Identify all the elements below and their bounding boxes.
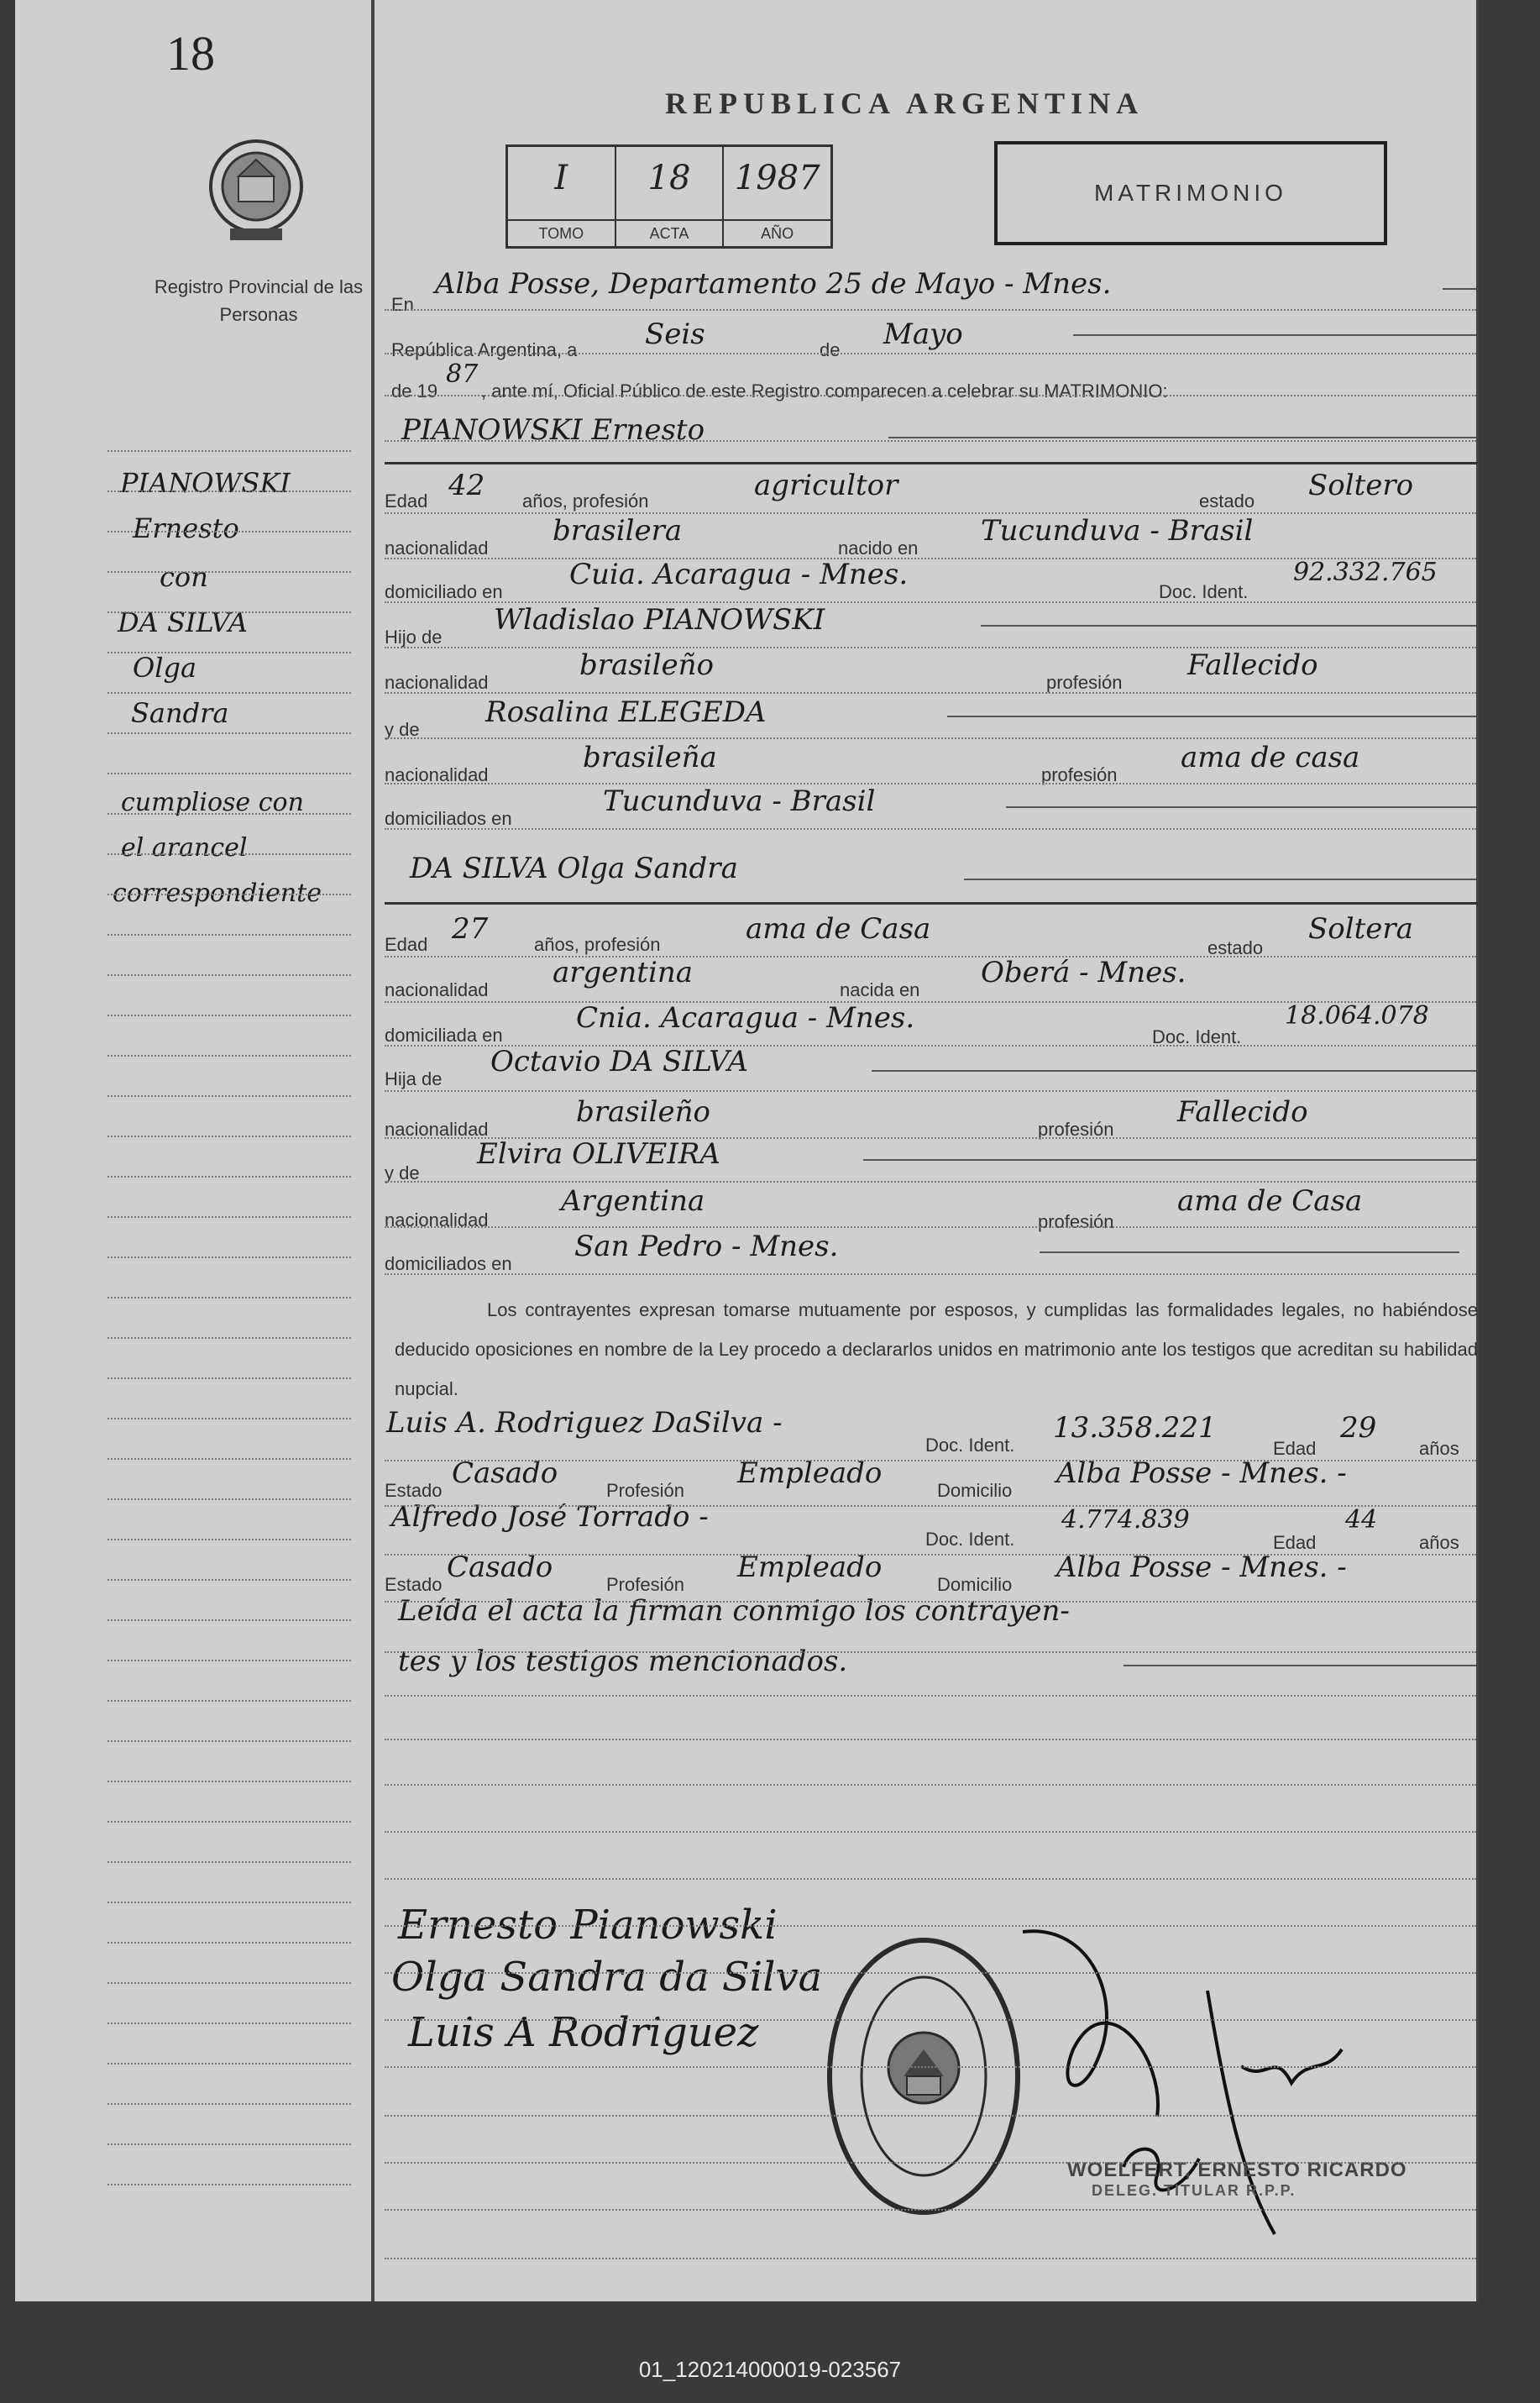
- margin-ruled-line: [107, 1498, 351, 1501]
- witness1-status: Casado: [452, 1456, 558, 1490]
- margin-ruled-line: [107, 1902, 351, 1904]
- groom-profesion-label: años, profesión: [522, 491, 649, 512]
- margin-fee-note-2: el arancel: [121, 833, 248, 863]
- body-ruled-line: [385, 783, 1476, 785]
- witness1-domicile: Alba Posse - Mnes. -: [1056, 1456, 1347, 1490]
- groom-domicile: Cuia. Acaragua - Mnes.: [569, 558, 909, 591]
- groom-father-dash: [981, 625, 1476, 627]
- margin-ruled-line: [107, 531, 351, 533]
- groom-yde-label: y de: [385, 719, 420, 740]
- witness1-doc: 13.358.221: [1053, 1411, 1217, 1445]
- groom-father-nat: brasileño: [579, 648, 714, 682]
- groom-estado-label: estado: [1199, 491, 1255, 512]
- margin-ruled-line: [107, 692, 351, 695]
- intro-statement: , ante mí, Oficial Público de este Registro comparecen a celebrar su MATRIMONIO:: [481, 380, 1168, 401]
- bride-estado-label: estado: [1207, 937, 1264, 958]
- margin-ruled-line: [107, 1015, 351, 1017]
- groom-profession: agricultor: [754, 469, 898, 502]
- officer-name: WOELFERT, ERNESTO RICARDO: [1067, 2159, 1407, 2181]
- groom-father-prof: Fallecido: [1187, 648, 1318, 682]
- tomo-cell: [508, 147, 616, 246]
- bride-status: Soltera: [1308, 912, 1413, 946]
- witness1-age: 29: [1340, 1411, 1377, 1445]
- body-ruled-line: [385, 2258, 1476, 2260]
- body-ruled-line: [385, 828, 1476, 831]
- act-type-box: MATRIMONIO: [994, 141, 1387, 245]
- bride-age: 27: [452, 912, 489, 946]
- body-ruled-line: [385, 1181, 1476, 1183]
- tomo-value: I: [554, 159, 568, 197]
- margin-ruled-line: [107, 934, 351, 937]
- en-label: En: [391, 294, 414, 315]
- groom-birthplace: Tucunduva - Brasil: [981, 514, 1254, 548]
- groom-parents-dom: Tucunduva - Brasil: [603, 784, 876, 818]
- body-ruled-line: [385, 1972, 1476, 1975]
- body-ruled-line: [385, 1878, 1476, 1881]
- body-ruled-line: [385, 1001, 1476, 1004]
- margin-ruled-line: [107, 2143, 351, 2146]
- margin-ruled-line: [107, 450, 351, 453]
- closing-line-1: Leída el acta la firman conmigo los contrayen-: [398, 1594, 1070, 1628]
- groom-father: Wladislao PIANOWSKI: [494, 603, 825, 637]
- margin-name-1: Ernesto: [133, 512, 239, 544]
- bride-domicile: Cnia. Acaragua - Mnes.: [576, 1001, 915, 1035]
- bride-pdom-dash: [1040, 1251, 1459, 1253]
- bride-edad-label: Edad: [385, 934, 428, 955]
- body-ruled-line: [385, 1090, 1476, 1093]
- witness2-anos-label: años: [1419, 1532, 1459, 1553]
- witness2-age: 44: [1345, 1505, 1378, 1535]
- witness2-estado-label: Estado: [385, 1574, 443, 1595]
- bride-nationality: argentina: [553, 956, 694, 989]
- closing-line-2: tes y los testigos mencionados.: [398, 1645, 848, 1678]
- body-ruled-line: [385, 2162, 1476, 2164]
- groom-pdom-dash: [1006, 806, 1476, 808]
- body-ruled-line: [385, 1045, 1476, 1047]
- month-value: Mayo: [883, 317, 963, 351]
- margin-ruled-line: [107, 1095, 351, 1098]
- body-ruled-line: [385, 1273, 1476, 1276]
- witness2-status: Casado: [447, 1550, 553, 1584]
- bride-nacida-label: nacida en: [840, 979, 920, 1000]
- tomo-label: TOMO: [508, 219, 615, 246]
- body-ruled-line: [385, 512, 1476, 515]
- witness1-prof-label: Profesión: [606, 1480, 684, 1501]
- body-ruled-line: [385, 1137, 1476, 1140]
- margin-ruled-line: [107, 2103, 351, 2106]
- groom-fnac-label: nacionalidad: [385, 672, 489, 693]
- bride-father-prof: Fallecido: [1177, 1095, 1308, 1129]
- ano-value: 1987: [734, 159, 820, 197]
- margin-ruled-line: [107, 813, 351, 816]
- bride-name: DA SILVA Olga Sandra: [410, 852, 738, 885]
- groom-edad-label: Edad: [385, 491, 428, 512]
- witness1-profession: Empleado: [737, 1456, 883, 1490]
- margin-ruled-line: [107, 732, 351, 735]
- bride-mother: Elvira OLIVEIRA: [477, 1137, 720, 1171]
- body-ruled-line: [385, 1695, 1476, 1697]
- bride-fprof-label: profesión: [1038, 1119, 1114, 1140]
- body-ruled-line: [385, 1554, 1476, 1556]
- margin-surname-1: PIANOWSKI: [120, 467, 291, 499]
- margin-divider: [371, 0, 375, 2301]
- bride-dom-label: domiciliada en: [385, 1025, 503, 1046]
- groom-doc: 92.332.765: [1293, 558, 1438, 587]
- groom-nac-label: nacionalidad: [385, 538, 489, 559]
- bride-doc: 18.064.078: [1285, 1001, 1429, 1031]
- margin-ruled-line: [107, 652, 351, 654]
- margin-ruled-line: [107, 1740, 351, 1743]
- bride-fnac-label: nacionalidad: [385, 1119, 489, 1140]
- bride-mprof-label: profesión: [1038, 1211, 1114, 1232]
- witness1-anos-label: años: [1419, 1438, 1459, 1459]
- ano-label: AÑO: [724, 219, 830, 246]
- body-ruled-line: [385, 395, 1476, 397]
- folio-number: 18: [166, 26, 215, 81]
- margin-ruled-line: [107, 1055, 351, 1057]
- body-ruled-line: [385, 692, 1476, 695]
- bride-mother-nat: Argentina: [561, 1184, 705, 1218]
- groom-hijo-label: Hijo de: [385, 627, 443, 648]
- margin-ruled-line: [107, 1337, 351, 1340]
- body-ruled-line: [385, 1831, 1476, 1834]
- margin-name-2a: Olga: [133, 652, 197, 684]
- body-ruled-line: [385, 2115, 1476, 2117]
- witness2-doc-label: Doc. Ident.: [925, 1529, 1015, 1550]
- body-ruled-line: [385, 647, 1476, 649]
- margin-fee-note-1: cumpliose con: [121, 788, 304, 817]
- groom-name-dash: [888, 437, 1476, 438]
- officer-title: DELEG. TITULAR R.P.P.: [1092, 2182, 1296, 2199]
- margin-ruled-line: [107, 2023, 351, 2025]
- body-ruled-line: [385, 558, 1476, 560]
- bride-profesion-label: años, profesión: [534, 934, 661, 955]
- bride-birthplace: Oberá - Mnes.: [981, 956, 1186, 989]
- bride-father: Octavio DA SILVA: [490, 1045, 748, 1078]
- margin-ruled-line: [107, 1861, 351, 1864]
- groom-age: 42: [448, 469, 485, 502]
- groom-top-rule: [385, 462, 1478, 464]
- bride-father-dash: [872, 1070, 1476, 1072]
- margin-ruled-line: [107, 1297, 351, 1299]
- witness2-doc: 4.774.839: [1061, 1505, 1190, 1535]
- acta-value: 18: [647, 159, 691, 197]
- groom-dom-label: domiciliado en: [385, 581, 503, 602]
- margin-ruled-line: [107, 571, 351, 574]
- closing-dash: [1124, 1665, 1476, 1666]
- margin-ruled-line: [107, 1982, 351, 1985]
- groom-mother-dash: [947, 716, 1476, 717]
- groom-fprof-label: profesión: [1046, 672, 1123, 693]
- margin-ruled-line: [107, 1377, 351, 1380]
- groom-mnac-label: nacionalidad: [385, 764, 489, 785]
- bride-hija-label: Hija de: [385, 1068, 443, 1089]
- body-ruled-line: [385, 440, 1476, 443]
- year-suffix: 87: [446, 359, 479, 389]
- signature-witness: Luis A Rodriguez: [408, 2009, 759, 2056]
- witness1-estado-label: Estado: [385, 1480, 443, 1501]
- witness1-edad-label: Edad: [1273, 1438, 1317, 1459]
- registry-label: Registro Provincial de las Personas: [154, 276, 364, 325]
- groom-nationality: brasilera: [553, 514, 683, 548]
- margin-ruled-line: [107, 1136, 351, 1138]
- image-id-footer: 01_120214000019-023567: [638, 2357, 902, 2382]
- body-ruled-line: [385, 737, 1476, 740]
- groom-mother-nat: brasileña: [583, 741, 717, 774]
- groom-mother: Rosalina ELEGEDA: [485, 695, 767, 729]
- ano-cell: [724, 147, 830, 246]
- signature-groom: Ernesto Pianowski: [398, 1902, 778, 1949]
- body-ruled-line: [385, 353, 1476, 355]
- bride-yde-label: y de: [385, 1162, 420, 1183]
- margin-con: con: [160, 561, 208, 593]
- margin-ruled-line: [107, 1418, 351, 1420]
- bride-profession: ama de Casa: [746, 912, 931, 946]
- margin-ruled-line: [107, 853, 351, 856]
- body-ruled-line: [385, 1784, 1476, 1787]
- right-edge-line: [1476, 0, 1479, 2301]
- margin-ruled-line: [107, 1579, 351, 1582]
- body-ruled-line: [385, 1460, 1476, 1462]
- body-ruled-line: [385, 1739, 1476, 1741]
- margin-ruled-line: [107, 1216, 351, 1219]
- margin-ruled-line: [107, 1660, 351, 1662]
- body-ruled-line: [385, 309, 1476, 312]
- body-ruled-line: [385, 2066, 1476, 2069]
- witness1-name: Luis A. Rodriguez DaSilva -: [386, 1406, 783, 1440]
- acta-label: ACTA: [616, 219, 723, 246]
- margin-ruled-line: [107, 1458, 351, 1461]
- bride-father-nat: brasileño: [576, 1095, 710, 1129]
- groom-mprof-label: profesión: [1041, 764, 1118, 785]
- margin-name-2b: Sandra: [131, 697, 229, 729]
- month-dash: [1073, 334, 1476, 336]
- acta-cell: [616, 147, 725, 246]
- declaration-paragraph: Los contrayentes expresan tomarse mutuamente por esposos, y cumplidas las formalidades legales, no habiéndose deducido oposiciones en nombre de la Ley procedo a declararlos unidos en matrimonio ante los testigos que acreditan su habilidad nupcial.: [395, 1299, 1478, 1399]
- register-page: [15, 0, 1478, 2301]
- witness2-profession: Empleado: [737, 1550, 883, 1584]
- margin-ruled-line: [107, 1781, 351, 1783]
- republica-label: República Argentina, a: [391, 339, 578, 360]
- margin-ruled-line: [107, 491, 351, 493]
- margin-ruled-line: [107, 2063, 351, 2065]
- witness1-doc-label: Doc. Ident.: [925, 1435, 1015, 1456]
- body-ruled-line: [385, 2019, 1476, 2022]
- body-ruled-line: [385, 956, 1476, 958]
- margin-ruled-line: [107, 2184, 351, 2186]
- day-value: Seis: [645, 317, 705, 351]
- margin-fee-note-3: correspondiente: [113, 879, 322, 908]
- witness2-dom-label: Domicilio: [937, 1574, 1013, 1595]
- witness2-prof-label: Profesión: [606, 1574, 684, 1595]
- body-ruled-line: [385, 1651, 1476, 1654]
- margin-ruled-line: [107, 1821, 351, 1823]
- groom-mother-prof: ama de casa: [1181, 741, 1360, 774]
- body-ruled-line: [385, 2209, 1476, 2211]
- margin-ruled-line: [107, 1176, 351, 1178]
- groom-nacido-label: nacido en: [838, 538, 919, 559]
- margin-ruled-line: [107, 894, 351, 896]
- bride-nac-label: nacionalidad: [385, 979, 489, 1000]
- body-ruled-line: [385, 1226, 1476, 1229]
- margin-surname-2: DA SILVA: [118, 606, 248, 638]
- tomo-acta-ano-box: [505, 144, 833, 249]
- margin-ruled-line: [107, 1619, 351, 1622]
- bride-parents-dom: San Pedro - Mnes.: [574, 1230, 839, 1263]
- witness2-name: Alfredo José Torrado -: [391, 1500, 709, 1534]
- provincial-seal-icon: [205, 134, 307, 252]
- margin-ruled-line: [107, 773, 351, 775]
- place-dash: [1443, 288, 1476, 290]
- groom-status: Soltero: [1308, 469, 1414, 502]
- signature-bride: Olga Sandra da Silva: [391, 1954, 823, 2001]
- de-label: de: [820, 339, 841, 360]
- body-ruled-line: [385, 1505, 1476, 1508]
- place-value: Alba Posse, Departamento 25 de Mayo - Mnes.: [435, 267, 1112, 301]
- witness1-dom-label: Domicilio: [937, 1480, 1013, 1501]
- witness2-edad-label: Edad: [1273, 1532, 1317, 1553]
- year-prefix: de 19: [391, 380, 438, 401]
- bride-doc-label: Doc. Ident.: [1152, 1026, 1242, 1047]
- groom-doc-label: Doc. Ident.: [1159, 581, 1249, 602]
- groom-name: PIANOWSKI Ernesto: [401, 413, 705, 447]
- margin-ruled-line: [107, 974, 351, 977]
- bride-mother-dash: [863, 1159, 1476, 1161]
- bride-pdom-label: domiciliados en: [385, 1253, 512, 1274]
- bride-top-rule: [385, 902, 1478, 905]
- body-ruled-line: [385, 1925, 1476, 1928]
- body-ruled-line: [385, 1601, 1476, 1603]
- margin-ruled-line: [107, 611, 351, 614]
- country-heading: REPUBLICA ARGENTINA: [665, 87, 1145, 120]
- groom-pdom-label: domiciliados en: [385, 808, 512, 829]
- body-ruled-line: [385, 601, 1476, 604]
- margin-ruled-line: [107, 1942, 351, 1944]
- bride-mother-prof: ama de Casa: [1177, 1184, 1363, 1218]
- bride-name-dash: [964, 879, 1476, 880]
- bride-mnac-label: nacionalidad: [385, 1209, 489, 1230]
- margin-ruled-line: [107, 1257, 351, 1259]
- witness2-domicile: Alba Posse - Mnes. -: [1056, 1550, 1347, 1584]
- margin-ruled-line: [107, 1539, 351, 1541]
- margin-ruled-line: [107, 1700, 351, 1703]
